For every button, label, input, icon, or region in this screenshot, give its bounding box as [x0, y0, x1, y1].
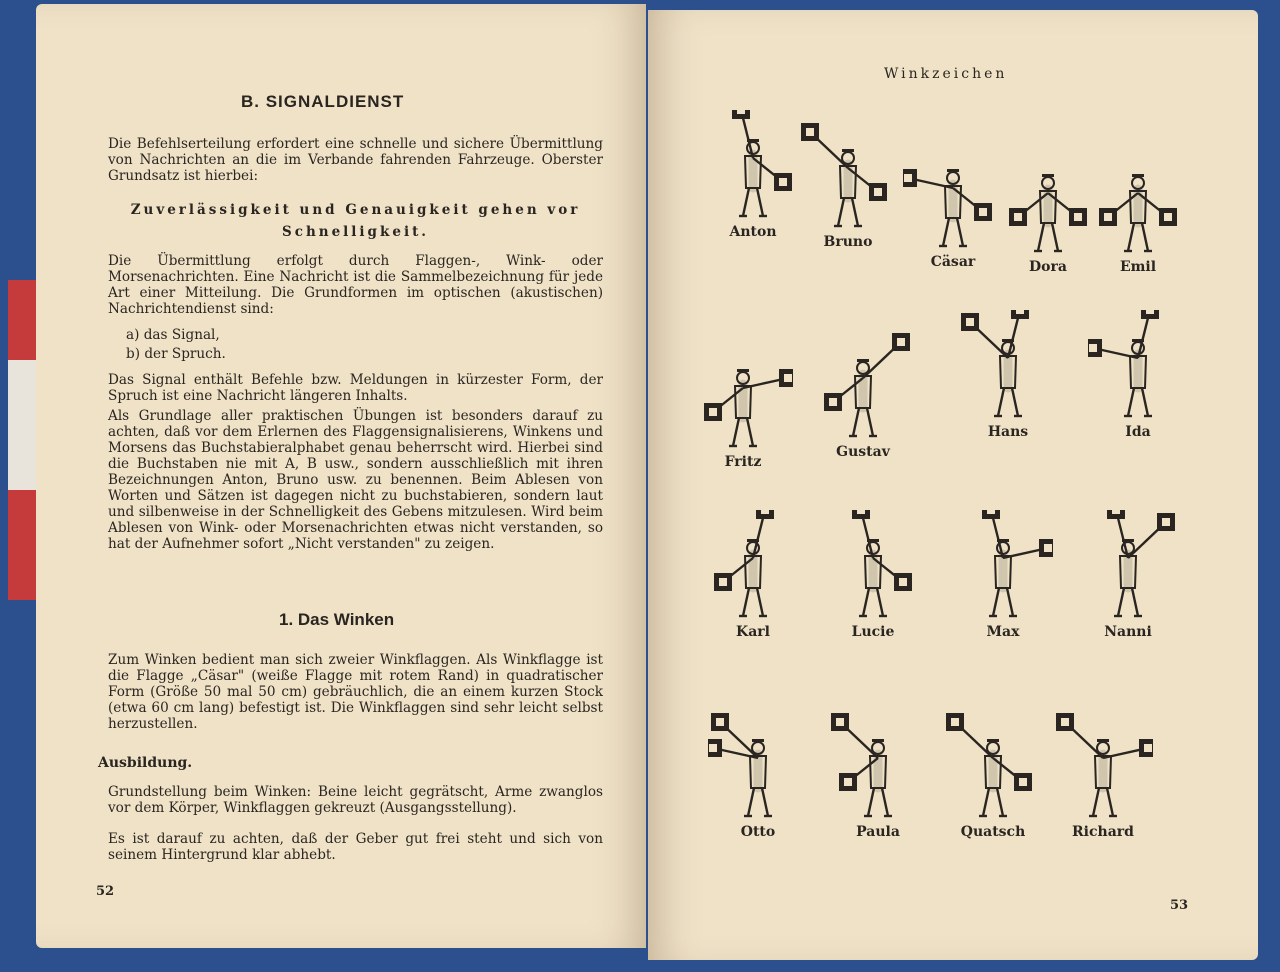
- semaphore-person-icon: [943, 710, 1043, 822]
- cover-stripe-red: [8, 280, 38, 360]
- semaphore-person-icon: [1088, 310, 1188, 422]
- figure-label: Cäsar: [930, 254, 976, 270]
- list-item: a) das Signal,: [126, 327, 220, 343]
- semaphore-person-icon: [813, 330, 913, 442]
- semaphore-person-icon: [903, 140, 1003, 252]
- figure-label: Max: [986, 624, 1020, 640]
- semaphore-person-icon: [1078, 510, 1178, 622]
- flag-figure: [703, 110, 803, 260]
- flag-figure: [1088, 145, 1188, 295]
- semaphore-person-icon: [708, 710, 808, 822]
- flag-figure: [1088, 310, 1188, 460]
- flag-figure: [1053, 710, 1153, 860]
- page-number-right: 53: [1170, 898, 1189, 913]
- flag-figure: [703, 510, 803, 660]
- page-title: Winkzeichen: [884, 66, 1008, 82]
- flag-figure: [953, 510, 1053, 660]
- semaphore-person-icon: [823, 510, 923, 622]
- emphasis-line-2: Schnelligkeit.: [281, 224, 430, 240]
- flag-figure: [708, 710, 808, 860]
- flag-figure: [828, 710, 928, 860]
- cover-stripe-red-lower: [8, 490, 38, 600]
- right-page: [648, 10, 1258, 960]
- semaphore-person-icon: [798, 120, 898, 232]
- figure-label: Emil: [1119, 259, 1157, 275]
- flag-figure: [943, 710, 1043, 860]
- semaphore-person-icon: [998, 145, 1098, 257]
- semaphore-person-icon: [958, 310, 1058, 422]
- figure-label: Fritz: [724, 454, 762, 470]
- emphasis-line-1: Zuverlässigkeit und Genauigkeit gehen vor: [130, 202, 581, 218]
- figure-label: Dora: [1029, 259, 1067, 275]
- section-heading: B. SIGNALDIENST: [241, 92, 405, 111]
- paragraph-basic-stance: Grundstellung beim Winken: Beine leicht gegrätscht, Arme zwanglos vor dem Körper, Winkflaggen gekreuzt (Ausgangsstellung).: [108, 784, 603, 816]
- flag-figure: [1078, 510, 1178, 660]
- subsection-heading: 1. Das Winken: [279, 610, 395, 629]
- cover-stripe-white: [8, 360, 38, 490]
- figure-label: Bruno: [823, 234, 873, 250]
- figure-label: Lucie: [851, 624, 895, 640]
- figure-label: Richard: [1072, 824, 1134, 840]
- flag-figure: [813, 330, 913, 480]
- paragraph-winken: Zum Winken bedient man sich zweier Winkflaggen. Als Winkflagge ist die Flagge „Cäsar" (weiße Flagge mit rotem Rand) in quadratischer Form (Größe 50 mal 50 cm) gebräuchlich, die an einem kurzen Stock (etwa 60 cm lang) befestigt ist. Die Winkflaggen sind sehr leicht selbst herzustellen.: [108, 652, 603, 732]
- semaphore-person-icon: [1088, 145, 1188, 257]
- intro-paragraph: Die Befehlserteilung erfordert eine schnelle und sichere Übermittlung von Nachrichten an die im Verbande fahrenden Fahrzeuge. Oberster Grundsatz ist hierbei:: [108, 136, 603, 184]
- forms-list: [126, 326, 226, 364]
- figure-label: Otto: [740, 824, 776, 840]
- semaphore-person-icon: [1053, 710, 1153, 822]
- training-heading: Ausbildung.: [98, 755, 193, 771]
- figure-label: Nanni: [1104, 624, 1152, 640]
- figure-label: Ida: [1125, 424, 1151, 440]
- flag-figure: [958, 310, 1058, 460]
- semaphore-person-icon: [953, 510, 1053, 622]
- flag-figure: [798, 120, 898, 270]
- page-number-left: 52: [96, 884, 115, 899]
- semaphore-person-icon: [703, 510, 803, 622]
- figure-label: Gustav: [836, 444, 890, 460]
- figure-label: Quatsch: [960, 824, 1026, 840]
- figure-label: Anton: [729, 224, 777, 240]
- figure-label: Hans: [987, 424, 1029, 440]
- left-page: [36, 4, 646, 948]
- list-item: b) der Spruch.: [126, 346, 226, 362]
- paragraph-transmission: Die Übermittlung erfolgt durch Flaggen-, Wink- oder Morsenachrichten. Eine Nachricht ist die Sammelbezeichnung für jede Art einer Mitteilung. Die Grundformen im optischen (akustischen) Nachrichtendienst sind:: [108, 253, 603, 317]
- figure-label: Paula: [856, 824, 900, 840]
- flag-figure: [998, 145, 1098, 295]
- semaphore-person-icon: [693, 340, 793, 452]
- paragraph-practice: Als Grundlage aller praktischen Übungen ist besonders darauf zu achten, daß vor dem Erlernen des Flaggensignalisierens, Winkens und Morsens das Buchstabieralphabet genau beherrscht wird. Hierbei sind die Buchstaben nie mit A, B usw., sondern ausschließlich mit ihren Bezeichnungen Anton, Bruno usw. zu benennen. Beim Ablesen von Worten und Sätzen ist dagegen nicht zu buchstabieren, sondern laut und silbenweise in der Schnelligkeit des Gebens mitzulesen. Wird beim Ablesen von Wink- oder Morsenachrichten etwas nicht verstanden, so hat der Aufnehmer sofort „Nicht verstanden" zu zeigen.: [108, 408, 603, 552]
- paragraph-signal: Das Signal enthält Befehle bzw. Meldungen in kürzester Form, der Spruch ist eine Nachricht längeren Inhalts.: [108, 372, 603, 404]
- flag-figure: [693, 340, 793, 490]
- flag-figure: [823, 510, 923, 660]
- semaphore-person-icon: [828, 710, 928, 822]
- flag-figure: [903, 140, 1003, 290]
- semaphore-person-icon: [703, 110, 803, 222]
- paragraph-visibility: Es ist darauf zu achten, daß der Geber gut frei steht und sich von seinem Hintergrund klar abhebt.: [108, 831, 603, 863]
- figure-label: Karl: [736, 624, 770, 640]
